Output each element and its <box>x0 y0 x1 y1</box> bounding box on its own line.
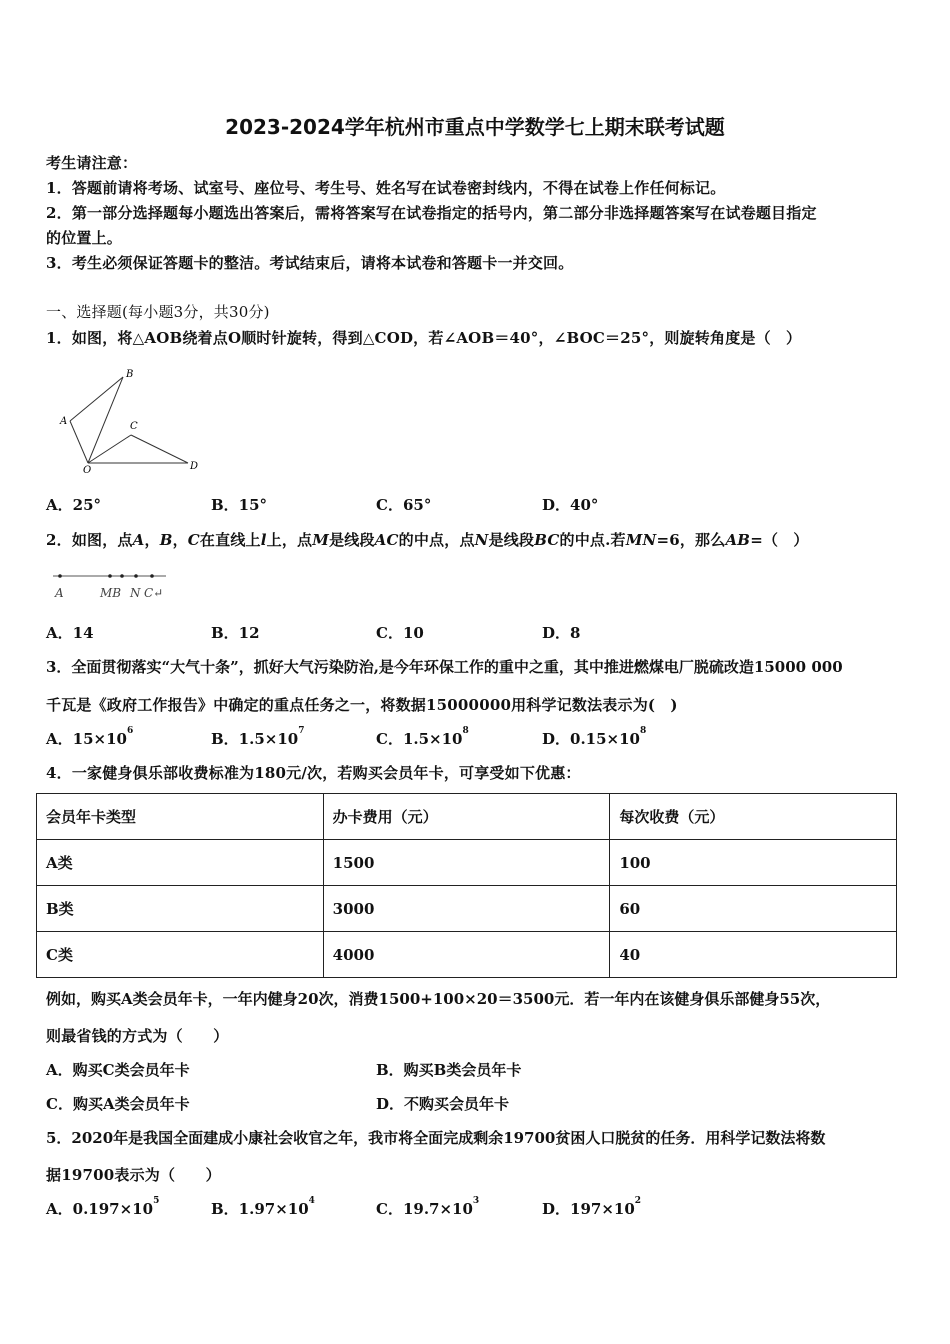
label-d: D <box>190 461 199 472</box>
q2-option: D．8 <box>542 624 581 642</box>
notice-item: 1．答题前请将考场、试室号、座位号、考生号、姓名写在试卷密封线内，不得在试卷上作任何标记。 <box>46 179 726 197</box>
q5-stem-line2: 据19700表示为（ ） <box>46 1166 221 1184</box>
table-cell: B类 <box>37 886 324 932</box>
notice-item: 的位置上。 <box>46 229 123 247</box>
table-cell: 4000 <box>323 932 610 978</box>
page-title: 2023-2024学年杭州市重点中学数学七上期末联考试题 <box>225 115 725 139</box>
table-header: 每次收费（元） <box>610 794 897 840</box>
segment-ao <box>70 421 88 463</box>
segment-cd <box>131 435 188 463</box>
q5-option: A．$0.197\times 10^5$ <box>46 1196 160 1218</box>
table-cell: 100 <box>610 840 897 886</box>
table-row <box>37 840 897 886</box>
q3-option: B．$1.5\times 10^7$ <box>211 726 305 748</box>
label-b: B <box>126 369 134 380</box>
label-a: A <box>55 586 64 600</box>
segment-bo <box>88 377 123 463</box>
section-heading: 一、选择题(每小题3分，共30分) <box>46 303 270 321</box>
table-cell: C类 <box>37 932 324 978</box>
q4-option: C．购买A类会员年卡 <box>46 1095 190 1113</box>
label-a: A <box>60 416 68 427</box>
notice-item: 2．第一部分选择题每小题选出答案后，需将答案写在试卷指定的括号内，第二部分非选择题答案写在试卷题目指定 <box>46 204 817 222</box>
q1-option: C．65° <box>376 496 432 514</box>
table-cell: 1500 <box>323 840 610 886</box>
label-c: C↵ <box>144 586 164 600</box>
q1-rotation-figure <box>50 365 210 477</box>
q4-example: 例如，购买A类会员年卡，一年内健身20次，消费1500+100×20＝3500元．若一年内在该健身俱乐部健身55次， <box>46 990 831 1008</box>
fee-table <box>36 793 897 978</box>
point-b <box>120 574 124 578</box>
segment-ab <box>70 377 123 421</box>
point-a <box>58 574 62 578</box>
notice-item: 3．考生必须保证答题卡的整洁。考试结束后，请将本试卷和答题卡一并交回。 <box>46 254 574 272</box>
point-c <box>150 574 154 578</box>
q2-option: A．14 <box>46 624 94 642</box>
table-header-row <box>37 794 897 840</box>
point-m <box>108 574 112 578</box>
table-row <box>37 886 897 932</box>
q1-option: A．25° <box>46 496 102 514</box>
q5-option: C．$19.7\times 10^3$ <box>376 1196 480 1218</box>
label-c: C <box>130 421 138 432</box>
q3-stem-line2: 千瓦是《政府工作报告》中确定的重点任务之一，将数据15000000用科学记数法表示为( ) <box>46 696 678 714</box>
q4-stem: 4．一家健身俱乐部收费标准为180元/次，若购买会员年卡，可享受如下优惠： <box>46 764 581 782</box>
table-cell: 3000 <box>323 886 610 932</box>
q3-option: D．$0.15\times 10^8$ <box>542 726 647 748</box>
q2-option: B．12 <box>211 624 260 642</box>
point-n <box>134 574 138 578</box>
q2-stem: 2．如图，点A，B，C在直线上l上，点M是线段AC的中点，点N是线段BC的中点.若MN=6，那么AB=（ ） <box>46 531 809 549</box>
q2-option: C．10 <box>376 624 424 642</box>
q1-option: D．40° <box>542 496 599 514</box>
q2-line-figure <box>50 568 175 602</box>
label-o: O <box>83 465 92 476</box>
q1-stem: 1．如图，将△AOB绕着点O顺时针旋转，得到△COD，若∠AOB＝40°，∠BOC＝25°，则旋转角度是（ ） <box>46 329 802 347</box>
notice-heading: 考生请注意： <box>46 154 138 172</box>
table-cell: 60 <box>610 886 897 932</box>
table-cell: A类 <box>37 840 324 886</box>
table-header: 办卡费用（元） <box>323 794 610 840</box>
q4-question: 则最省钱的方式为（ ） <box>46 1027 229 1045</box>
q5-stem-line1: 5．2020年是我国全面建成小康社会收官之年，我市将全面完成剩余19700贫困人口脱贫的任务．用科学记数法将数 <box>46 1129 826 1147</box>
segment-oc <box>88 435 131 463</box>
table-header: 会员年卡类型 <box>37 794 324 840</box>
q3-stem-line1: 3．全面贯彻落实“大气十条”，抓好大气污染防治,是今年环保工作的重中之重，其中推进燃煤电厂脱硫改造15000 000 <box>46 658 843 676</box>
label-n: N <box>130 586 141 600</box>
q1-option: B．15° <box>211 496 268 514</box>
q3-option: A．$15\times 10^6$ <box>46 726 134 748</box>
q5-option: D．$197\times 10^2$ <box>542 1196 642 1218</box>
q4-option: D．不购买会员年卡 <box>376 1095 510 1113</box>
table-row <box>37 932 897 978</box>
table-cell: 40 <box>610 932 897 978</box>
q5-option: B．$1.97\times 10^4$ <box>211 1196 315 1218</box>
label-mb: MB <box>100 586 122 600</box>
q3-option: C．$1.5\times 10^8$ <box>376 726 469 748</box>
q4-option: B．购买B类会员年卡 <box>376 1061 522 1079</box>
q4-option: A．购买C类会员年卡 <box>46 1061 190 1079</box>
